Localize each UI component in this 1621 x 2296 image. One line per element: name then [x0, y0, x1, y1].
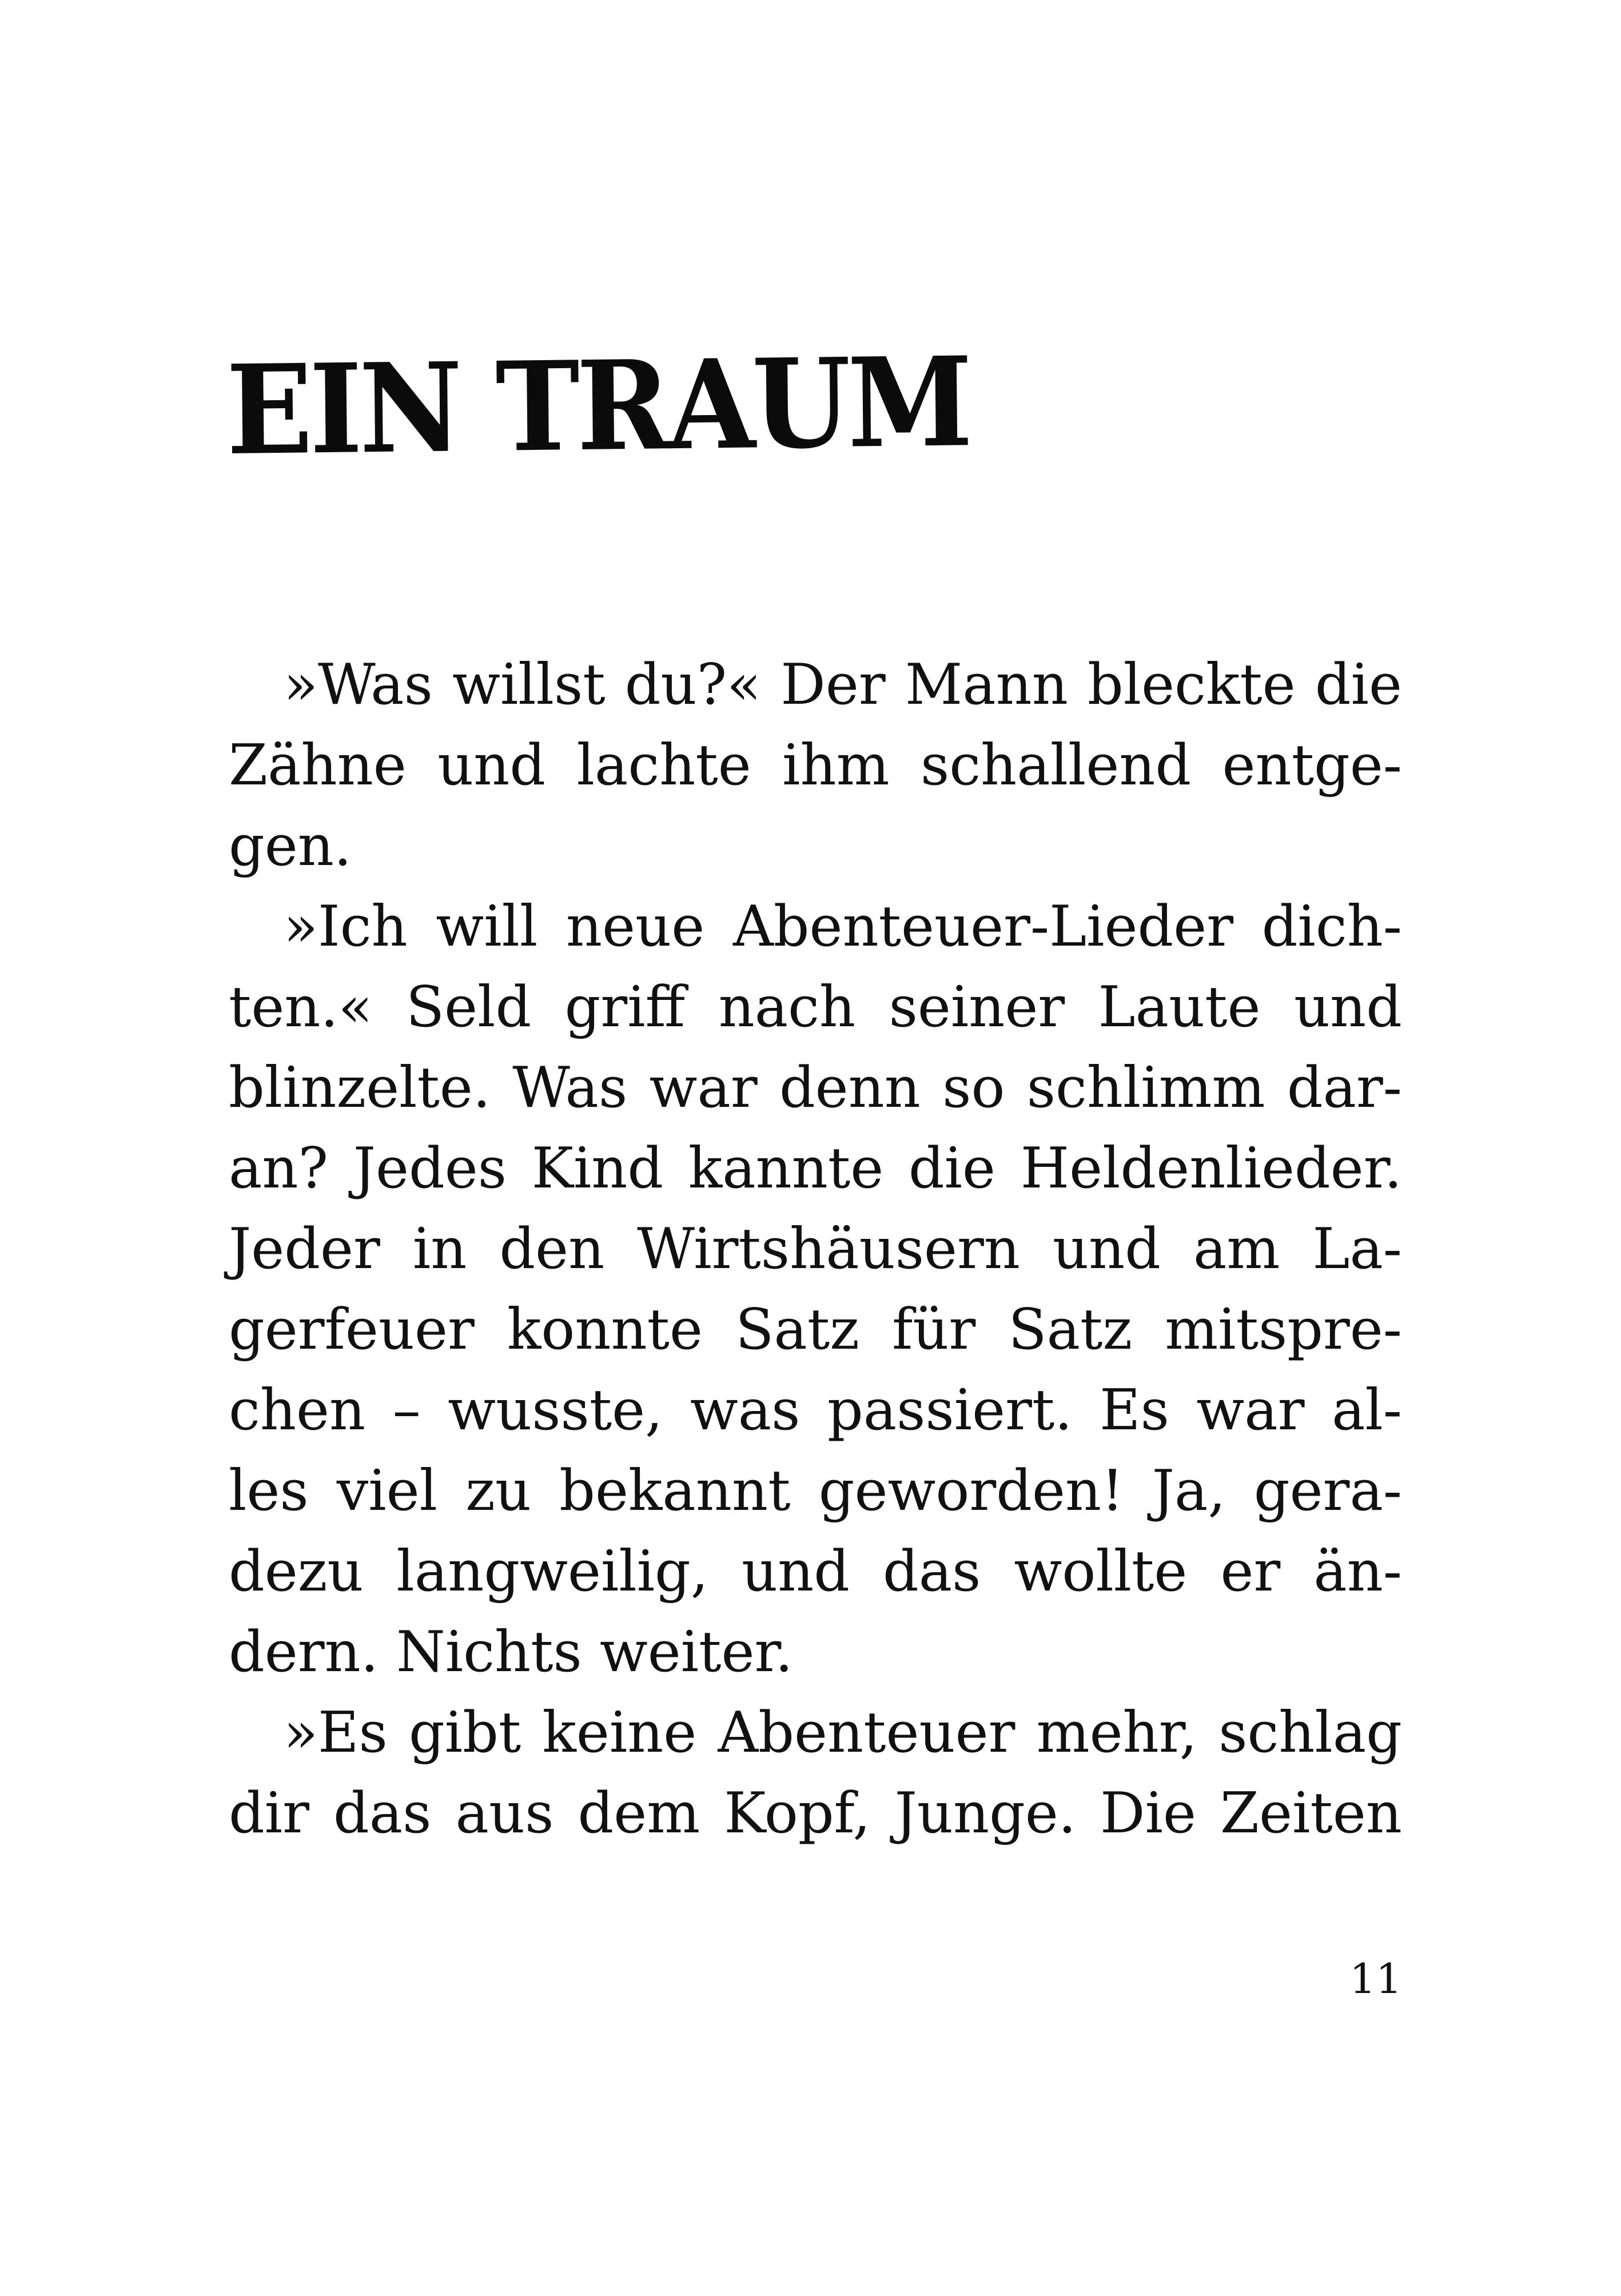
text-line: gen.: [229, 814, 352, 879]
body-text: [229, 645, 1402, 1854]
chapter-title: EIN TRAUM: [225, 329, 970, 483]
text-line: »Was willst du?« Der Mann bleckte die: [284, 652, 1402, 718]
text-line: chen – wusste, was passiert. Es war al-: [229, 1378, 1402, 1443]
text-line: blinzelte. Was war denn so schlimm dar-: [229, 1055, 1402, 1121]
text-line: dezu langweilig, und das wollte er än-: [229, 1539, 1402, 1604]
text-line: gerfeuer konnte Satz für Satz mitspre-: [229, 1297, 1402, 1362]
text-line: an? Jedes Kind kannte die Heldenlieder.: [229, 1136, 1402, 1201]
text-line: »Es gibt keine Abenteuer mehr, schlag: [284, 1700, 1402, 1765]
text-line: dir das aus dem Kopf, Junge. Die Zeiten: [229, 1781, 1402, 1846]
text-line: dern. Nichts weiter.: [229, 1620, 793, 1685]
text-line: Zähne und lachte ihm schallend entge-: [229, 733, 1402, 798]
text-line: »Ich will neue Abenteuer-Lieder dich-: [284, 894, 1402, 959]
page-number: 11: [1349, 1955, 1402, 2003]
text-line: les viel zu bekannt geworden! Ja, gera-: [229, 1458, 1402, 1524]
text-line: Jeder in den Wirtshäusern und am La-: [229, 1217, 1402, 1282]
text-line: ten.« Seld griff nach seiner Laute und: [229, 975, 1402, 1040]
